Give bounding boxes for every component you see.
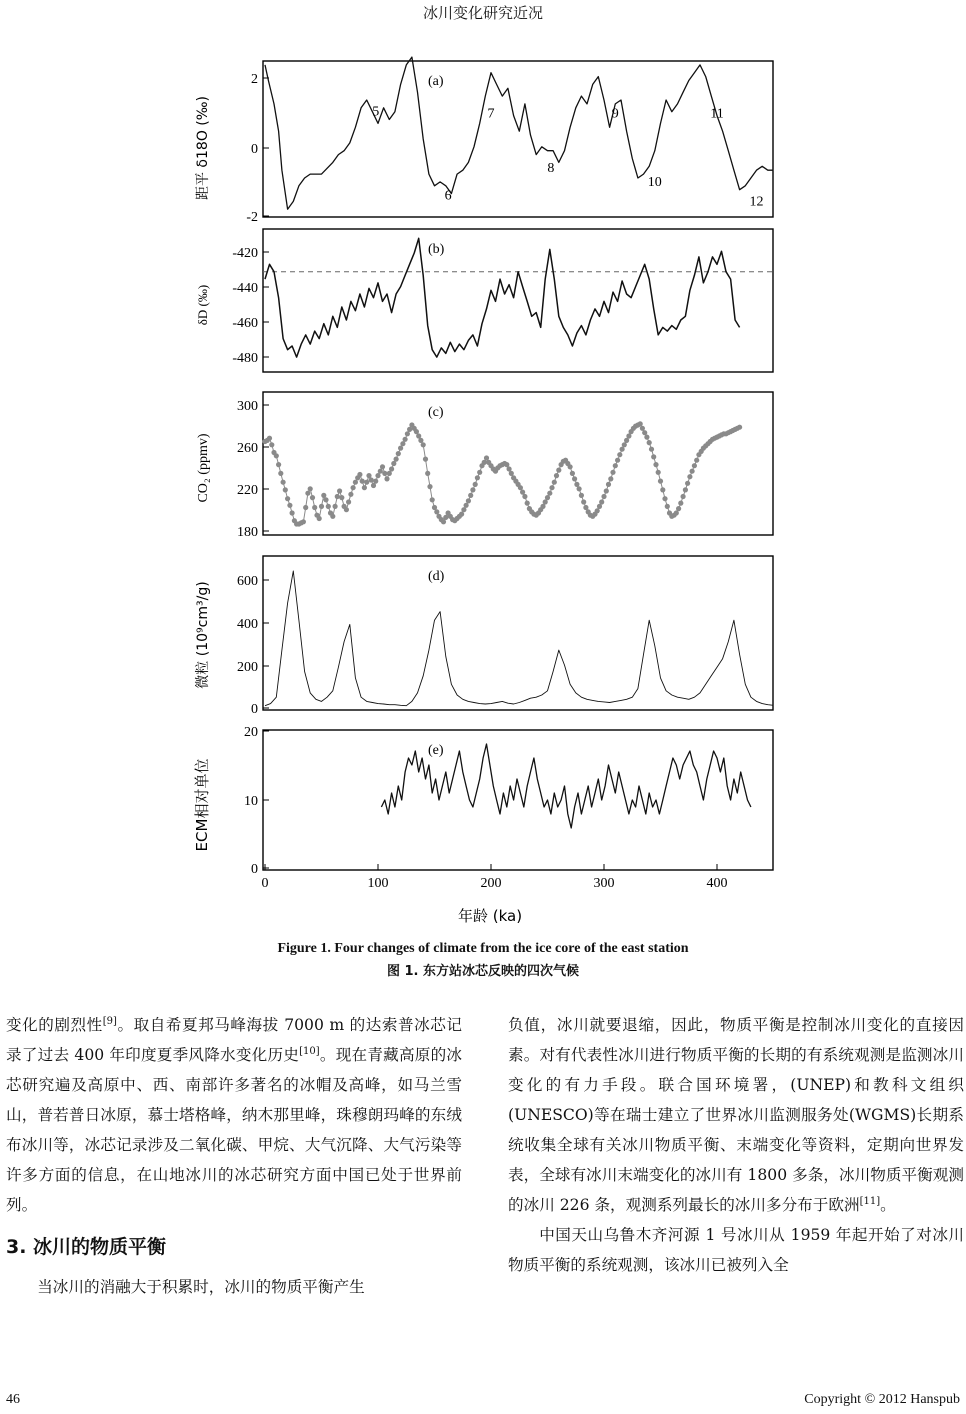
data-point: [737, 425, 742, 430]
data-point: [525, 501, 530, 506]
data-point: [608, 476, 613, 481]
data-point: [269, 442, 274, 447]
data-point: [380, 464, 385, 469]
data-point: [333, 504, 338, 509]
data-point: [482, 460, 487, 465]
data-point: [676, 506, 681, 511]
data-point: [583, 505, 588, 510]
data-point: [484, 455, 489, 460]
data-point: [337, 488, 342, 493]
text-run: 变化的剧烈性: [6, 1016, 103, 1034]
data-point: [461, 507, 466, 512]
data-point: [509, 471, 514, 476]
data-point: [396, 451, 401, 456]
y-tick-label: -480: [232, 351, 258, 366]
section-heading: 3. 冰川的物质平衡: [6, 1236, 167, 1258]
paragraph: 中国天山乌鲁木齐河源 1 号冰川从 1959 年起开始了对冰川物质平衡的系统观测，该冰川已被列入全: [508, 1226, 964, 1274]
x-tick-label: 100: [367, 876, 389, 891]
y-tick-label: 400: [237, 617, 258, 632]
data-point: [364, 480, 369, 485]
data-point: [552, 480, 557, 485]
data-point: [683, 487, 688, 492]
panel-frame: [263, 229, 773, 372]
data-point: [346, 499, 351, 504]
data-point: [678, 501, 683, 506]
data-point: [348, 492, 353, 497]
data-point: [369, 477, 374, 482]
data-point: [615, 458, 620, 463]
data-point: [610, 470, 615, 475]
data-point: [326, 504, 331, 509]
data-point: [400, 441, 405, 446]
panel-frame: [263, 556, 773, 710]
data-point: [504, 462, 509, 467]
panel-label: (a): [428, 74, 444, 89]
data-point: [344, 507, 349, 512]
citation[interactable]: [11]: [859, 1195, 881, 1207]
data-point: [398, 446, 403, 451]
panel-frame: [263, 61, 773, 217]
data-point: [572, 476, 577, 481]
stage-label: 9: [611, 106, 619, 122]
data-point: [432, 505, 437, 510]
copyright: Copyright © 2012 Hanspub: [804, 1392, 960, 1407]
y-tick-label: 200: [237, 660, 258, 675]
data-point: [581, 499, 586, 504]
data-point: [522, 494, 527, 499]
data-point: [658, 479, 663, 484]
data-point: [473, 482, 478, 487]
panel-label: (b): [428, 242, 445, 257]
y-axis-label: ECM相对单位: [193, 758, 211, 852]
data-point: [622, 442, 627, 447]
data-point: [274, 453, 279, 458]
y-tick-label: 2: [251, 72, 258, 87]
data-point: [520, 490, 525, 495]
data-point: [470, 487, 475, 492]
paragraph: 当冰川的消融大于积累时，冰川的物质平衡产生: [37, 1278, 365, 1296]
data-point: [373, 479, 378, 484]
data-point: [597, 504, 602, 509]
data-point: [604, 488, 609, 493]
y-tick-label: 10: [244, 794, 258, 809]
paragraph: [6, 1010, 462, 1220]
data-point: [674, 510, 679, 515]
y-tick-label: -420: [232, 246, 258, 261]
panel-label: (e): [428, 743, 444, 758]
data-point: [617, 452, 622, 457]
text-run: 。取自希夏邦马峰海拔 7000 m 的达索普冰芯记录了过去 400 年印度夏季风降水变化历史: [6, 1016, 462, 1064]
data-point: [335, 494, 340, 499]
data-point: [626, 433, 631, 438]
data-point: [651, 454, 656, 459]
data-point: [687, 474, 692, 479]
data-point: [640, 426, 645, 431]
data-point: [362, 485, 367, 490]
data-point: [389, 466, 394, 471]
data-point: [606, 482, 611, 487]
data-point: [317, 516, 322, 521]
right-column: [508, 1010, 964, 1280]
data-point: [656, 470, 661, 475]
data-point: [407, 427, 412, 432]
data-point: [339, 495, 344, 500]
citation[interactable]: [9]: [102, 1015, 117, 1027]
figure-caption-en: Figure 1. Four changes of climate from the ice core of the east station: [277, 941, 689, 956]
data-point: [665, 504, 670, 509]
data-point: [570, 471, 575, 476]
y-tick-label: 260: [237, 441, 258, 456]
data-point: [319, 504, 324, 509]
series-line: [265, 238, 740, 357]
series-line: [265, 424, 740, 524]
series-line: [265, 57, 774, 209]
data-point: [649, 447, 654, 452]
y-tick-label: 180: [237, 525, 258, 540]
data-point: [620, 447, 625, 452]
data-point: [360, 479, 365, 484]
data-point: [638, 421, 643, 426]
data-point: [371, 483, 376, 488]
y-tick-label: 220: [237, 483, 258, 498]
data-point: [321, 493, 326, 498]
data-point: [290, 510, 295, 515]
stage-label: 6: [444, 188, 452, 204]
data-point: [681, 494, 686, 499]
data-point: [475, 475, 480, 480]
stage-label: 8: [547, 161, 555, 177]
stage-label: 11: [710, 106, 724, 122]
data-point: [579, 493, 584, 498]
data-point: [434, 509, 439, 514]
data-point: [308, 486, 313, 491]
data-point: [599, 499, 604, 504]
data-point: [323, 497, 328, 502]
y-axis-label: 微粒 (10⁹cm³/g): [195, 581, 211, 689]
running-title: 冰川变化研究近况: [422, 4, 543, 22]
data-point: [303, 505, 308, 510]
data-point: [662, 496, 667, 501]
data-point: [414, 429, 419, 434]
data-point: [459, 511, 464, 516]
panel-label: (d): [428, 569, 445, 584]
data-point: [543, 499, 548, 504]
data-point: [287, 503, 292, 508]
data-point: [692, 463, 697, 468]
data-point: [427, 484, 432, 489]
y-tick-label: -440: [232, 281, 258, 296]
data-point: [468, 493, 473, 498]
data-point: [518, 485, 523, 490]
data-point: [281, 480, 286, 485]
data-point: [425, 471, 430, 476]
data-point: [545, 495, 550, 500]
data-point: [577, 486, 582, 491]
y-tick-label: 600: [237, 574, 258, 589]
data-point: [644, 435, 649, 440]
data-point: [568, 464, 573, 469]
data-point: [574, 482, 579, 487]
data-point: [685, 481, 690, 486]
data-point: [403, 437, 408, 442]
text-run: 。: [880, 1196, 896, 1214]
data-point: [430, 497, 435, 502]
panel-frame: [263, 730, 773, 870]
stage-label: 12: [749, 194, 764, 210]
data-point: [305, 491, 310, 496]
data-point: [366, 473, 371, 478]
data-point: [540, 504, 545, 509]
y-tick-label: 0: [251, 702, 258, 717]
y-axis-label: δD (‰): [195, 284, 210, 326]
y-tick-label: 0: [251, 862, 258, 877]
data-point: [624, 438, 629, 443]
data-point: [276, 462, 281, 467]
data-point: [330, 514, 335, 519]
data-point: [547, 491, 552, 496]
y-tick-label: -460: [232, 316, 258, 331]
data-point: [477, 470, 482, 475]
y-axis-label: 距平 δ18O (‰): [195, 95, 211, 201]
data-point: [690, 469, 695, 474]
data-point: [357, 472, 362, 477]
data-point: [283, 487, 288, 492]
y-tick-label: 20: [244, 725, 258, 740]
panel-label: (c): [428, 405, 444, 420]
data-point: [441, 519, 446, 524]
data-point: [642, 430, 647, 435]
data-point: [312, 505, 317, 510]
data-point: [647, 440, 652, 445]
data-point: [394, 457, 399, 462]
data-point: [421, 442, 426, 447]
data-point: [382, 471, 387, 476]
data-point: [375, 473, 380, 478]
data-point: [464, 503, 469, 508]
page-number: 46: [6, 1392, 20, 1407]
paragraph: [508, 1010, 964, 1220]
figure-caption-zh: 图 1. 东方站冰芯反映的四次气候: [386, 964, 580, 979]
data-point: [443, 515, 448, 520]
data-point: [653, 462, 658, 467]
text-run: 负值，冰川就要退缩，因此，物质平衡是控制冰川变化的直接因素。对有代表性冰川进行物质平衡的长期的有系统观测是监测冰川变化的有力手段。联合国环境署，(UNEP)和教科文组织(UNESCO)等在瑞士建立了世界冰川监测服务处(WGMS)长期系统收集全球有关冰川物质平衡、末端变化等资料，定期向世界发表，全球有冰川末端变化的冰川有 1800 多条，冰川物质平衡观测的冰川 226 条，观测系列最长的冰川多分布于欧洲: [508, 1016, 964, 1214]
citation[interactable]: [10]: [299, 1045, 320, 1057]
data-point: [423, 457, 428, 462]
data-point: [301, 519, 306, 524]
data-point: [267, 436, 272, 441]
data-point: [310, 495, 315, 500]
y-tick-label: -2: [246, 210, 258, 225]
data-point: [353, 480, 358, 485]
stage-label: 10: [647, 174, 662, 190]
x-axis-label: 年龄 (ka): [457, 907, 523, 925]
data-point: [601, 494, 606, 499]
data-point: [466, 498, 471, 503]
data-point: [378, 469, 383, 474]
stage-label: 7: [487, 106, 495, 122]
panel-frame: [263, 392, 773, 535]
data-point: [391, 461, 396, 466]
stage-label: 5: [372, 104, 380, 120]
data-point: [556, 468, 561, 473]
x-tick-label: 300: [593, 876, 615, 891]
left-column: [6, 1010, 462, 1302]
data-point: [507, 466, 512, 471]
data-point: [549, 485, 554, 490]
x-tick-label: 200: [480, 876, 502, 891]
data-point: [384, 476, 389, 481]
data-point: [613, 463, 618, 468]
y-tick-label: 0: [251, 142, 258, 157]
data-point: [416, 433, 421, 438]
data-point: [285, 496, 290, 501]
y-axis-label: CO₂ (ppmv): [196, 433, 211, 503]
data-point: [554, 473, 559, 478]
data-point: [595, 508, 600, 513]
data-point: [278, 471, 283, 476]
series-line: [265, 571, 774, 706]
data-point: [418, 438, 423, 443]
x-tick-label: 400: [706, 876, 728, 891]
data-point: [405, 431, 410, 436]
data-point: [351, 485, 356, 490]
x-tick-label: 0: [261, 876, 269, 891]
data-point: [660, 487, 665, 492]
text-run: 。现在青藏高原的冰芯研究遍及高原中、西、南部许多著名的冰帽及高峰，如马兰雪山，普若普日冰原，慕士塔格峰，纳木那里峰，珠穆朗玛峰的东绒布冰川等，冰芯记录涉及二氧化碳、甲烷、大气沉降、大气污染等许多方面的信息，在山地冰川的冰芯研究方面中国已处于世界前列。: [6, 1046, 462, 1214]
data-point: [387, 471, 392, 476]
y-tick-label: 300: [237, 399, 258, 414]
data-point: [694, 458, 699, 463]
